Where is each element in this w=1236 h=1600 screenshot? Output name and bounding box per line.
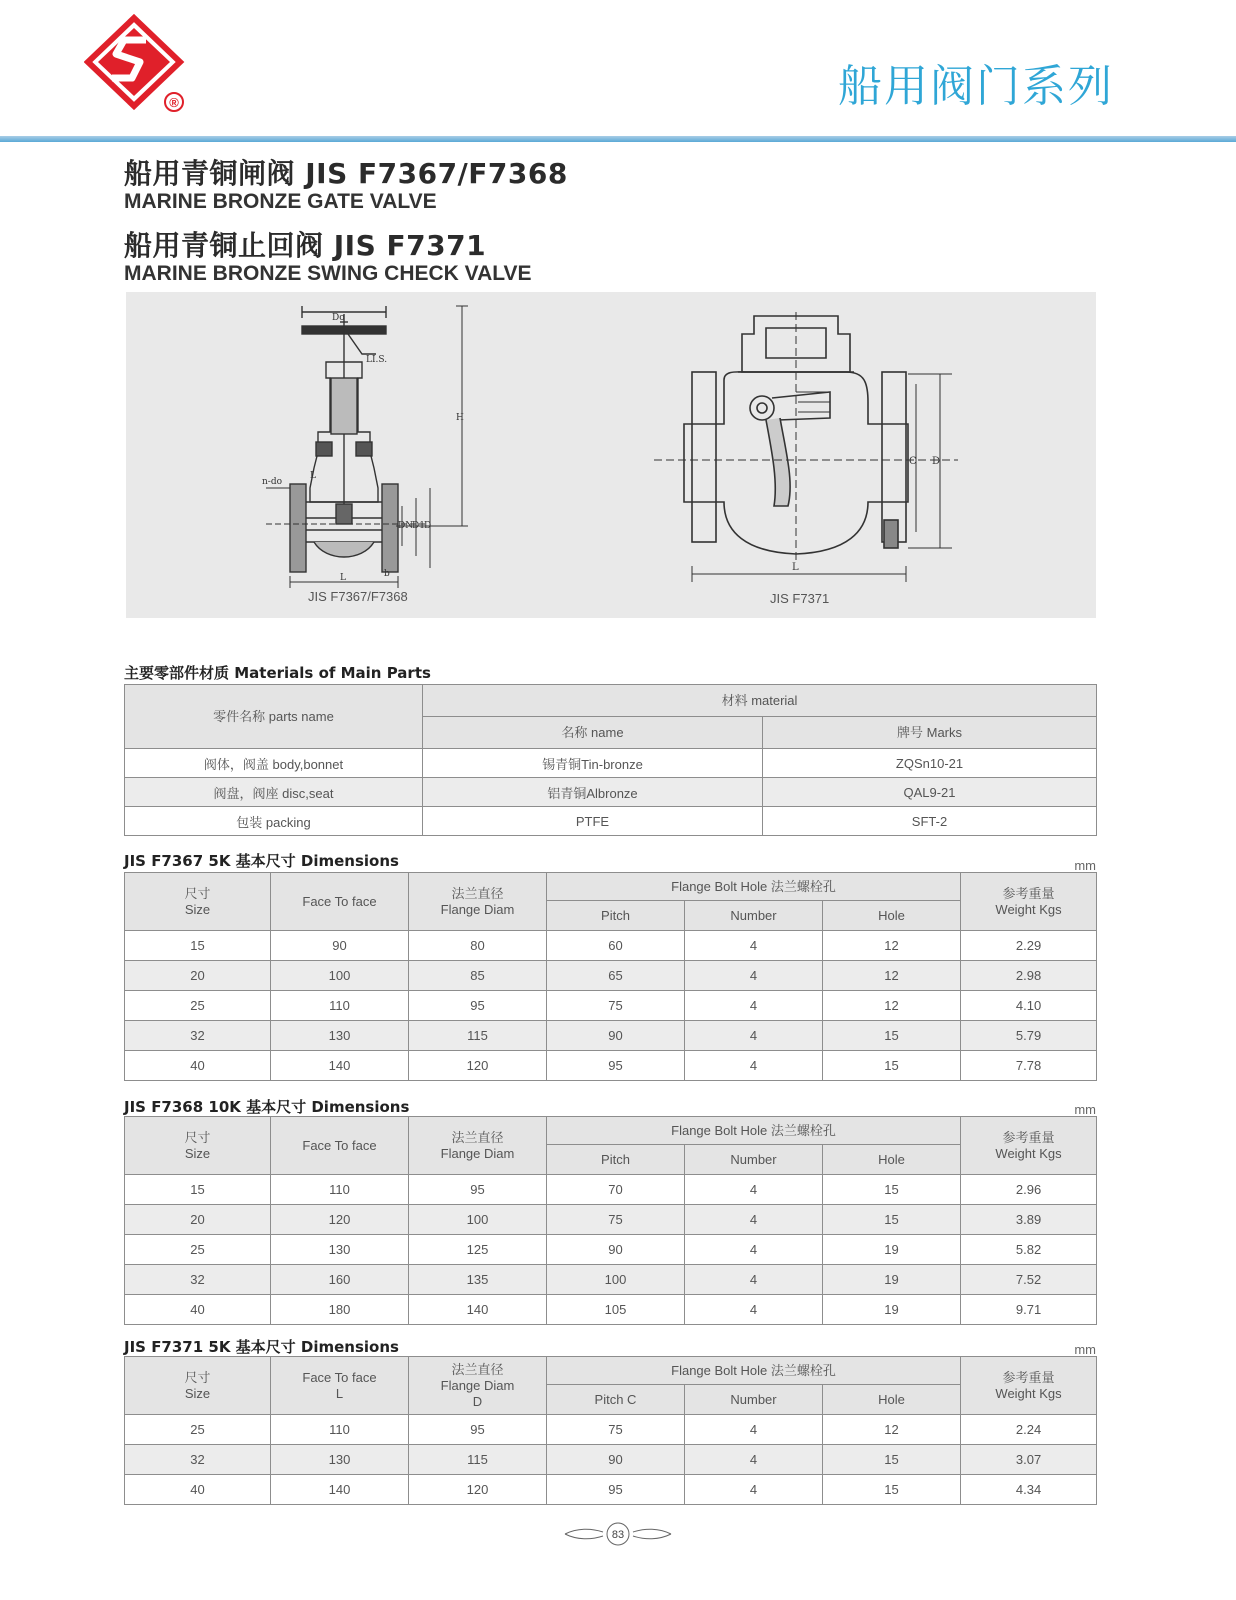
hole-header: Hole: [823, 1145, 961, 1175]
svg-text:b: b: [384, 569, 390, 579]
materials-header-marks: 牌号 Marks: [763, 717, 1097, 749]
face-header: Face To face L: [271, 1357, 409, 1415]
f7368-dimensions-table: [124, 1116, 1097, 1325]
hole-header: Hole: [823, 1385, 961, 1415]
face-header: Face To face: [271, 873, 409, 931]
materials-header-parts: 零件名称 parts name: [125, 685, 423, 749]
table-row: 40 140 120 95 4 15 7.78: [125, 1051, 1097, 1081]
check-valve-title-en: MARINE BRONZE SWING CHECK VALVE: [124, 262, 532, 285]
table-row: 阀体，阀盖 body,bonnet 锡青铜Tin-bronze ZQSn10-21: [125, 749, 1097, 778]
svg-text:Do: Do: [332, 313, 345, 323]
size-header: 尺寸 Size: [125, 873, 271, 931]
svg-text:D1: D1: [412, 521, 425, 531]
hole-header: Hole: [823, 901, 961, 931]
table-row: 32 130 115 90 4 15 5.79: [125, 1021, 1097, 1051]
unit-label: mm: [1074, 858, 1096, 873]
table-row: 32 160 135 100 4 19 7.52: [125, 1265, 1097, 1295]
unit-label: mm: [1074, 1102, 1096, 1117]
weight-header: 参考重量 Weight Kgs: [961, 1357, 1097, 1415]
table-row: 25 110 95 75 4 12 2.24: [125, 1415, 1097, 1445]
check-drawing-caption: JIS F7371: [770, 591, 830, 606]
svg-text:n-do: n-do: [262, 477, 283, 487]
table-row: 20 120 100 75 4 15 3.89: [125, 1205, 1097, 1235]
gate-valve-title-cn: 船用青铜闸阀 JIS F7367/F7368: [124, 157, 568, 190]
pitch-header: Pitch: [547, 1145, 685, 1175]
weight-header: 参考重量 Weight Kgs: [961, 873, 1097, 931]
flange-header: 法兰直径 Flange Diam: [409, 873, 547, 931]
table-row: 40 140 120 95 4 15 4.34: [125, 1475, 1097, 1505]
table-row: 32 130 115 90 4 15 3.07: [125, 1445, 1097, 1475]
bolt-hole-header: Flange Bolt Hole 法兰螺栓孔: [547, 1117, 961, 1145]
valve-drawings-svg: [126, 292, 1096, 618]
series-title: 船用阀门系列: [838, 61, 1114, 112]
svg-text:D: D: [424, 521, 432, 531]
page-number: [563, 1522, 673, 1546]
table-row: 25 110 95 75 4 12 4.10: [125, 991, 1097, 1021]
flange-header: 法兰直径 Flange Diam: [409, 1117, 547, 1175]
f7371-dimensions-table: [124, 1356, 1097, 1505]
size-header: 尺寸 Size: [125, 1357, 271, 1415]
pitch-header: Pitch: [547, 901, 685, 931]
svg-text:DN: DN: [398, 521, 414, 531]
table-row: 15 110 95 70 4 15 2.96: [125, 1175, 1097, 1205]
svg-text:L: L: [340, 573, 346, 583]
number-header: Number: [685, 1385, 823, 1415]
materials-header-name: 名称 name: [423, 717, 763, 749]
svg-text:LI.S.: LI.S.: [366, 355, 388, 365]
materials-header-material: 材料 material: [423, 685, 1097, 717]
materials-table: [124, 684, 1097, 836]
face-header: Face To face: [271, 1117, 409, 1175]
company-logo: [84, 14, 188, 114]
svg-text:H: H: [456, 413, 464, 423]
weight-header: 参考重量 Weight Kgs: [961, 1117, 1097, 1175]
table-row: 15 90 80 60 4 12 2.29: [125, 931, 1097, 961]
pitch-header: Pitch C: [547, 1385, 685, 1415]
number-header: Number: [685, 901, 823, 931]
table-row: 包装 packing PTFE SFT-2: [125, 807, 1097, 836]
svg-text:L: L: [310, 471, 316, 481]
check-valve-title-cn: 船用青铜止回阀 JIS F7371: [124, 229, 487, 262]
gate-drawing-caption: JIS F7367/F7368: [308, 589, 408, 604]
svg-text:C: C: [909, 456, 917, 467]
f7367-title: JIS F7367 5K 基本尺寸 Dimensions: [124, 852, 399, 870]
f7368-title: JIS F7368 10K 基本尺寸 Dimensions: [124, 1098, 410, 1116]
svg-text:D: D: [932, 456, 941, 467]
svg-text:L: L: [792, 562, 799, 573]
gate-valve-title-en: MARINE BRONZE GATE VALVE: [124, 190, 437, 213]
f7367-dimensions-table: [124, 872, 1097, 1081]
size-header: 尺寸 Size: [125, 1117, 271, 1175]
table-row: 阀盘，阀座 disc,seat 铝青铜Albronze QAL9-21: [125, 778, 1097, 807]
table-row: 40 180 140 105 4 19 9.71: [125, 1295, 1097, 1325]
table-row: 25 130 125 90 4 19 5.82: [125, 1235, 1097, 1265]
svg-text:83: 83: [611, 1529, 625, 1541]
unit-label: mm: [1074, 1342, 1096, 1357]
table-row: 20 100 85 65 4 12 2.98: [125, 961, 1097, 991]
svg-text:®: ®: [169, 95, 179, 110]
technical-drawings: [126, 292, 1096, 618]
header-divider: [0, 136, 1236, 142]
materials-title: 主要零部件材质 Materials of Main Parts: [124, 664, 431, 682]
number-header: Number: [685, 1145, 823, 1175]
bolt-hole-header: Flange Bolt Hole 法兰螺栓孔: [547, 873, 961, 901]
bolt-hole-header: Flange Bolt Hole 法兰螺栓孔: [547, 1357, 961, 1385]
flange-header: 法兰直径 Flange Diam D: [409, 1357, 547, 1415]
f7371-title: JIS F7371 5K 基本尺寸 Dimensions: [124, 1338, 399, 1356]
